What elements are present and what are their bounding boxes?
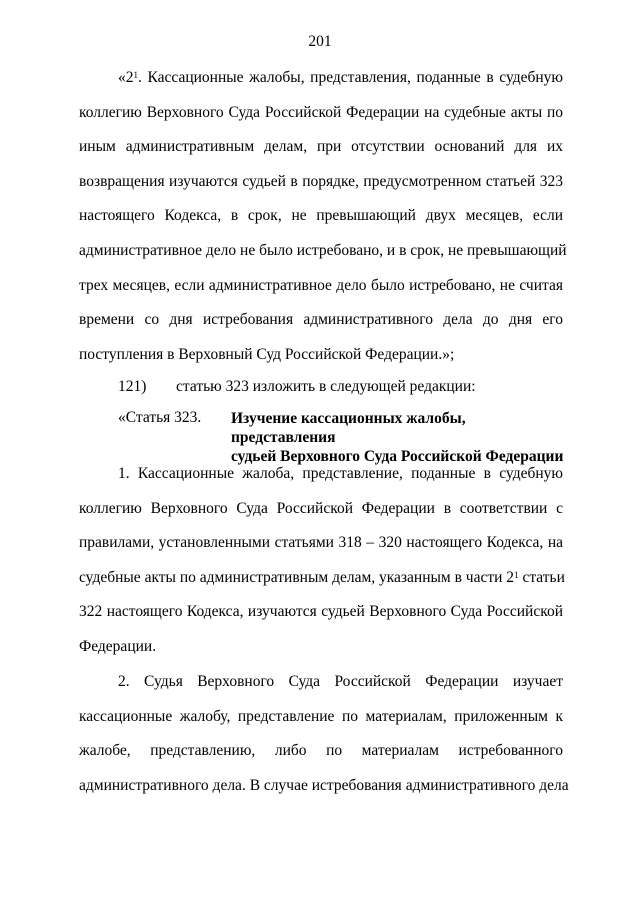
text-line: [79, 61, 563, 96]
text-line: правилами, установленными статьями 318 – 320 настоящего Кодекса, на: [79, 534, 563, 552]
text-line: времени со дня истребования административного дела до дня его: [79, 311, 563, 329]
text-line: поступления в Верховный Суд Российской Федерации.»;: [79, 345, 455, 363]
text-line: 2. Судья Верховного Суда Российской Федерации изучает: [118, 673, 563, 690]
item-text: статью 323 изложить в следующей редакции:: [176, 378, 476, 395]
text-line: коллегию Верховного Суда Российской Федерации на судебные акты по: [79, 103, 563, 121]
article-title-line: судьей Верховного Суда Российской Федерации: [231, 448, 564, 465]
text-fragment: судебные акты по административным делам, указанным в части 2: [79, 568, 515, 586]
text-line: 322 настоящего Кодекса, изучаются судьей Верховного Суда Российской: [79, 603, 563, 621]
text-line: кассационные жалобу, представление по материалам, приложенным к: [79, 707, 563, 725]
superscript: 1: [133, 70, 138, 80]
paragraph-2: [79, 665, 569, 803]
article-title-line: Изучение кассационных жалобы, представления: [231, 410, 466, 446]
text-fragment: статьи: [518, 568, 565, 586]
paragraph-1: [79, 457, 563, 665]
paragraph-2-1: [79, 61, 567, 372]
text-line: Федерации.: [79, 637, 157, 655]
text-line: возвращения изучаются судьей в порядке, предусмотренном статьей 323: [79, 172, 563, 190]
text-fragment: «2: [118, 69, 134, 86]
text-line: жалобе, представлению, либо по материалам истребованного: [79, 742, 563, 760]
text-line: коллегию Верховного Суда Российской Федерации в соответствии с: [79, 499, 563, 517]
article-number: «Статья 323.: [118, 409, 202, 426]
text-line: трех месяцев, если административное дело было истребовано, не считая: [79, 276, 563, 294]
superscript: 1: [514, 569, 519, 580]
text-line: 1. Кассационные жалоба, представление, поданные в судебную: [118, 465, 563, 482]
item-number: 121): [118, 378, 147, 395]
text-line: настоящего Кодекса, в срок, не превышающий двух месяцев, если: [79, 207, 563, 225]
text-line: [79, 561, 563, 596]
text-line: иным административным делам, при отсутствии оснований для их: [79, 138, 563, 156]
text-fragment: . Кассационные жалобы, представления, поданные в судебную: [138, 69, 563, 86]
text-line: административное дело не было истребовано, и в срок, не превышающий: [79, 241, 567, 259]
page-number: 201: [308, 33, 332, 50]
text-line: административного дела. В случае истребования административного дела: [79, 776, 569, 794]
